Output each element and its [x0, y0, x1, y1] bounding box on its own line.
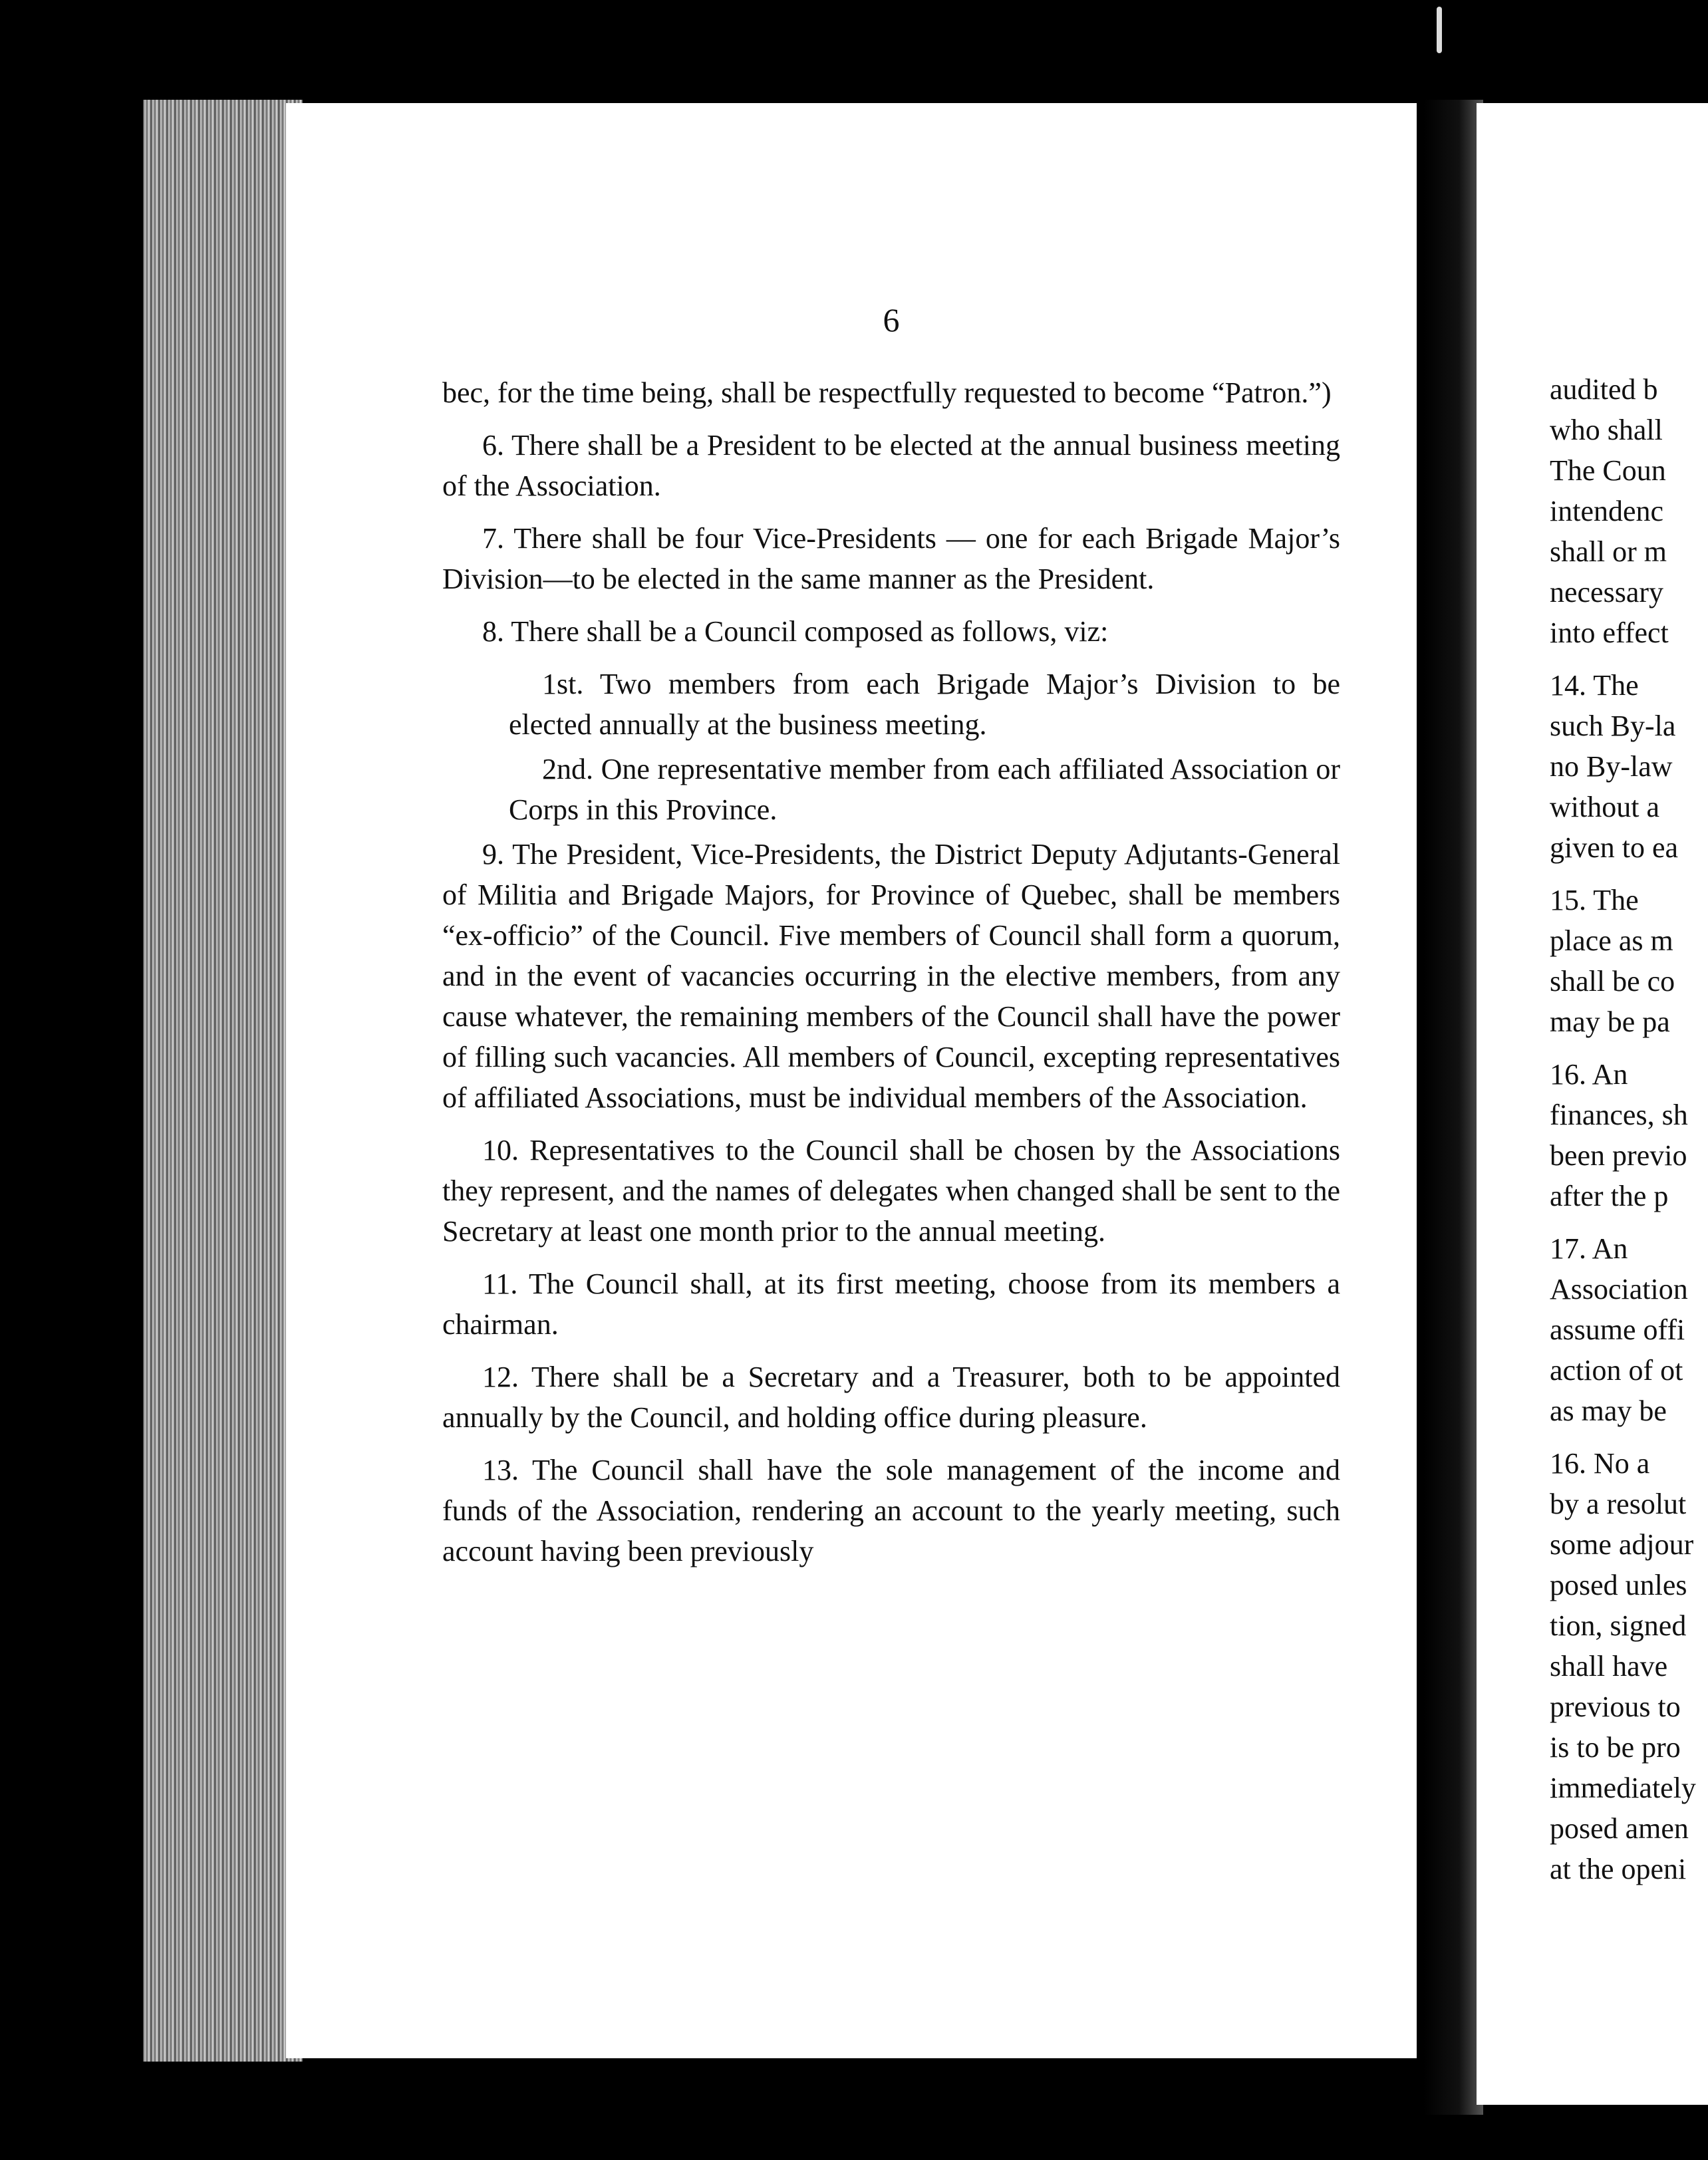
text-line: Association [1550, 1273, 1688, 1305]
paragraph: 1st. Two members from each Brigade Major’s Division to be elected annually at the business meeting. [509, 668, 1340, 741]
paragraph: bec, for the time being, shall be respectfully requested to become “Patron.”) [442, 376, 1332, 409]
paragraph: 6. There shall be a President to be elected at the annual business meeting of the Association. [442, 429, 1340, 502]
text-line: at the openi [1550, 1853, 1687, 1885]
text-line: without a [1550, 791, 1659, 823]
text-line: shall or m [1550, 535, 1667, 568]
text-line: immediately [1550, 1772, 1696, 1804]
text-line: been previo [1550, 1139, 1687, 1172]
text-line: assume offi [1550, 1313, 1685, 1346]
paragraph: 9. The President, Vice-Presidents, the District Deputy Adjutants-General of Militia and Brigade Majors, for Province of Quebec, shall be members “ex-officio” of the Council. Five members of Council shall form a quorum, and in the event of vacancies occurring in the elective members, from any cause whatever, the remaining members of the Council shall have the power of filling such vacancies. All members of Council, excepting representatives of affiliated Associations, must be individual members of the Association. [442, 838, 1340, 1114]
text-line: intendenc [1550, 495, 1664, 527]
text-line: who shall [1550, 414, 1663, 446]
text-line: action of ot [1550, 1354, 1683, 1387]
text-line: 16. An [1550, 1058, 1628, 1091]
line-gap [1550, 868, 1708, 880]
paragraph: 11. The Council shall, at its first meeting, choose from its members a chairman. [442, 1268, 1340, 1341]
text-line: audited b [1550, 373, 1658, 406]
text-line: 17. An [1550, 1232, 1628, 1265]
page-edge-stack [143, 100, 303, 2062]
text-line: after the p [1550, 1180, 1669, 1212]
text-line: necessary [1550, 576, 1664, 608]
text-line: no By-law [1550, 750, 1673, 783]
text-line: given to ea [1550, 831, 1679, 864]
text-line: tion, signed [1550, 1609, 1687, 1642]
paragraph: 2nd. One representative member from each affiliated Association or Corps in this Province. [509, 753, 1340, 826]
paragraph: 7. There shall be four Vice-Presidents — one for each Brigade Major’s Division—to be elected in the same manner as the President. [442, 522, 1340, 595]
gutter-shadow [1423, 100, 1483, 2115]
text-line: place as m [1550, 924, 1673, 957]
text-line: such By-la [1550, 710, 1676, 742]
text-line: finances, sh [1550, 1099, 1688, 1131]
line-gap [1550, 653, 1708, 665]
text-line: as may be [1550, 1395, 1667, 1427]
text-line: into effect [1550, 616, 1669, 649]
text-line: shall have [1550, 1650, 1668, 1683]
binding-mark [1437, 7, 1442, 53]
text-line: 16. No a [1550, 1447, 1650, 1480]
line-gap [1550, 1042, 1708, 1054]
text-line: 14. The [1550, 669, 1639, 702]
paragraph: 10. Representatives to the Council shall be chosen by the Associations they represent, and the names of delegates when changed shall be sent to the Secretary at least one month prior to the annual meeting. [442, 1134, 1340, 1248]
text-line: posed amen [1550, 1812, 1689, 1845]
text-line: posed unles [1550, 1569, 1687, 1601]
text-line: 15. The [1550, 884, 1639, 916]
text-line: shall be co [1550, 965, 1675, 998]
text-line: some adjour [1550, 1528, 1694, 1561]
text-line: previous to [1550, 1690, 1681, 1723]
left-page-text [442, 372, 1340, 1583]
text-line: The Coun [1550, 454, 1666, 487]
line-gap [1550, 1216, 1708, 1228]
paragraph: 8. There shall be a Council composed as follows, viz: [482, 615, 1109, 648]
text-line: may be pa [1550, 1006, 1670, 1038]
text-line: by a resolut [1550, 1488, 1687, 1520]
paragraph: 13. The Council shall have the sole management of the income and funds of the Association, rendering an account to the yearly meeting, such account having been previously [442, 1454, 1340, 1567]
right-page-text [1550, 369, 1708, 1889]
line-gap [1550, 1431, 1708, 1443]
page-number: 6 [883, 301, 900, 338]
text-line: is to be pro [1550, 1731, 1681, 1764]
paragraph: 12. There shall be a Secretary and a Treasurer, both to be appointed annually by the Council, and holding office during pleasure. [442, 1361, 1340, 1434]
